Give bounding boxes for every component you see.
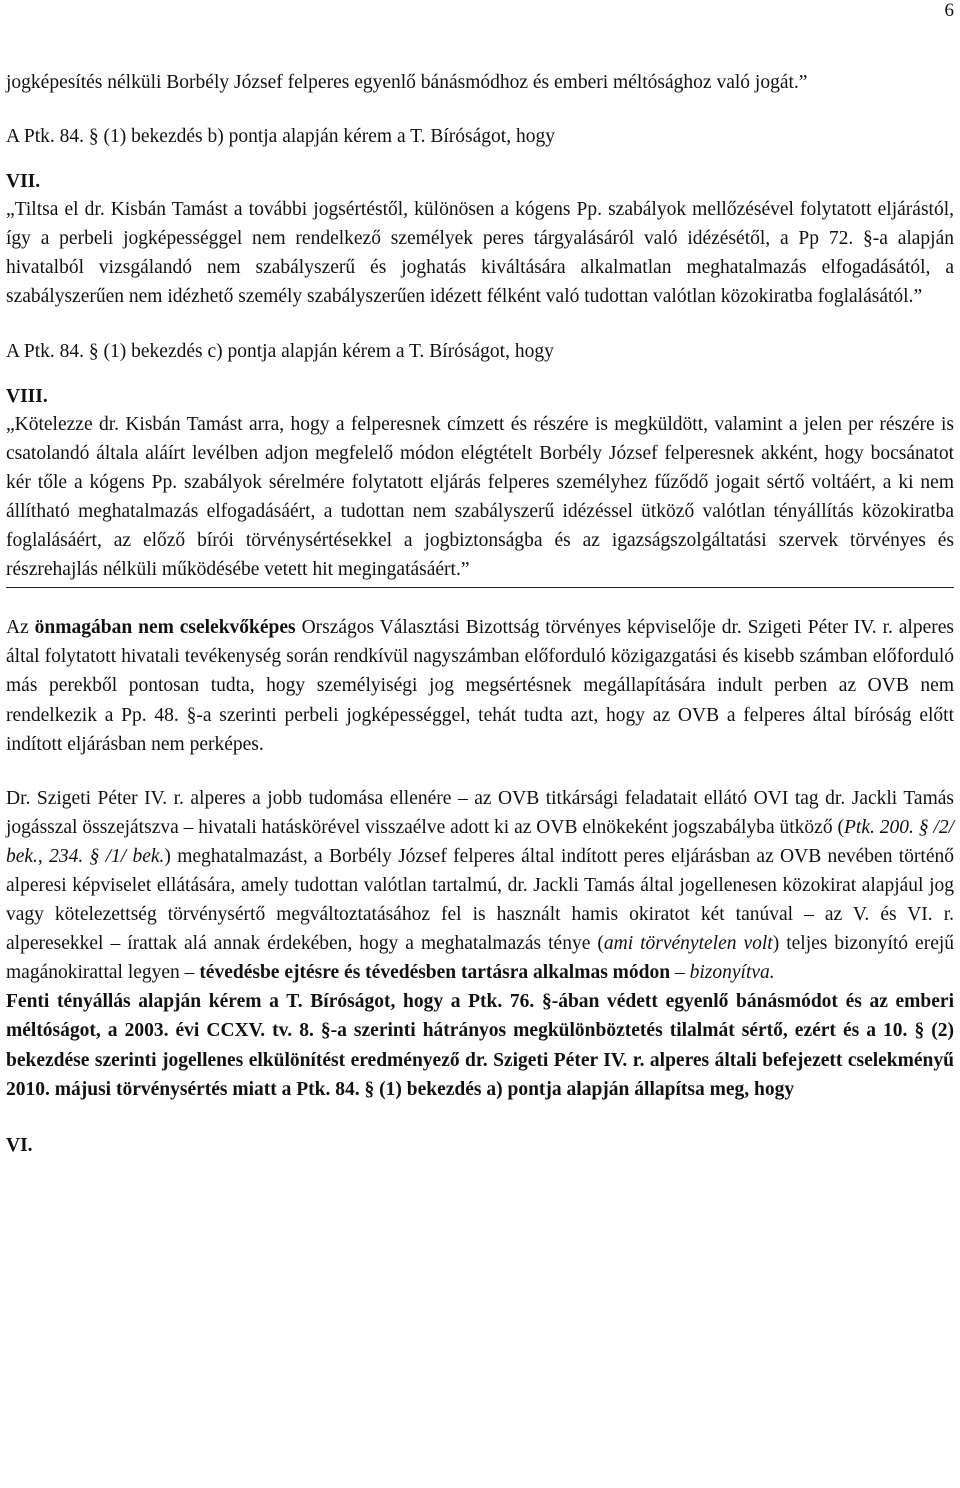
szigeti-paragraph — [6, 784, 954, 988]
ovb-pre: Az — [6, 617, 35, 639]
szigeti-t3: ) teljes bizonyító erejű magánokirattal legyen – — [6, 933, 955, 984]
szigeti-i1: Ptk. 200. § /2/ bek., 234. § /1/ bek. — [6, 816, 954, 867]
page-number: 6 — [944, 0, 954, 21]
request-vii-text: „Tiltsa el dr. Kisbán Tamást a további jogsértéstől, különösen a kógens Pp. szabályok mellőzésével folytatott eljárástól, így a perbeli jogképességgel nem rendelkező személyek peres tárgyalásáról való idézésétől, a Pp 72. §-a alapján hivatalból vizsgálandó nem szabályszerű és joghatás kiváltására alkalmatlan meghatalmazás elfogadásától, a szabályszerűen nem idézhető személy szabályszerűen idézett félként való tudottan valótlan közokiratba foglalásától.” — [6, 199, 954, 308]
szigeti-i2: ami törvénytelen volt — [603, 933, 773, 955]
ovb-bold: önmagában nem cselekvőképes — [34, 617, 296, 639]
szigeti-t1: Dr. Szigeti Péter IV. r. alperes a jobb tudomása ellenére – az OVB titkársági feladatait ellátó OVI tag dr. Jackli Tamás jogásszal összejátszva – hivatali hatáskörével visszaélve adott ki az OVB elnökeként jogszabályba ütköző ( — [6, 787, 954, 838]
szigeti-b1: tévedésbe ejtésre és tévedésben tartásra alkalmas módon — [199, 962, 671, 984]
szigeti-t4: – — [670, 962, 690, 984]
request-intro-c: A Ptk. 84. § (1) bekezdés c) pontja alapján kérem a T. Bíróságot, hogy — [6, 340, 554, 362]
request-paragraph-bold: Fenti tényállás alapján kérem a T. Bíróságot, hogy a Ptk. 76. §-ában védett egyenlő bánásmódot és az emberi méltóságot, a 2003. évi CCXV. tv. 8. §-a szerinti hátrányos megkülönböztetés tilalmát sértő, ezért és a 10. § (2) bekezdése szerinti jogellenes elkülönítést eredményező dr. Szigeti Péter IV. r. alperes általi befejezett cselekményű 2010. májusi törvénysértés miatt a Ptk. 84. § (1) bekezdés a) pontja alapján állapítsa meg, hogy — [6, 991, 954, 1100]
request-intro-b: A Ptk. 84. § (1) bekezdés b) pontja alapján kérem a T. Bíróságot, hogy — [6, 126, 555, 148]
section-heading-vii: VII. — [6, 171, 41, 193]
ovb-post: Országos Választási Bizottság törvényes képviselője dr. Szigeti Péter IV. r. alperes által folytatott hivatali tevékenység során rendkívül nagyszámban előforduló közigazgatási és kisebb számban előforduló más perekből pontosan tudta, hogy személyiségi jog megsértésnek megállapítására indult perben az OVB nem rendelkezik a Pp. 48. §-a szerinti perbeli jogképességgel, tehát tudta azt, hogy az OVB a felperes által bíróság előtt indított eljárásban nem perképes. — [6, 617, 954, 755]
section-heading-viii: VIII. — [6, 385, 48, 407]
request-viii-text: „Kötelezze dr. Kisbán Tamást arra, hogy a felperesnek címzett és részére is megküldött, valamint a jelen per részére is csatolandó általa aláírt levélben adjon megfelelő módon elégtételt Borbély József felperesnek akként, hogy bocsánatot kér tőle a kógens Pp. szabályok sérelmére folytatott eljárás felperes személyhez fűződő jogait sértő voltáért, a ki nem állítható meghatalmazás elfogadásáért, a tudottan nem szabályszerű idézéssel ütköző valótlan tényállítás közokiratba foglalásáért, az előző bírói törvénysértésekkel a jogbiztonságba és az igazságszolgáltatási szervek törvényes és részrehajlás nélküli működésébe vetett hit megingatásáért.” — [6, 413, 954, 581]
ovb-paragraph — [6, 613, 954, 758]
szigeti-t2: ) meghatalmazást, a Borbély József felperes által indított peres eljárásban az OVB nevében történő alperesi képviselet ellátására, amely tudottan valótlan tartalmú, dr. Jackli Tamás által jogellenesen közokirat alapjául jog vagy kötelezettség törvénysértő megváltoztatásához fel is használt hamis okiratot két tanúval – az V. és VI. r. alperesekkel – írattak alá annak érdekében, hogy a meghatalmazás ténye ( — [6, 845, 954, 955]
paragraph-continuation: jogképesítés nélküli Borbély József felperes egyenlő bánásmódhoz és emberi méltósághoz való jogát.” — [6, 72, 808, 93]
szigeti-i3: bizonyítva. — [689, 962, 775, 984]
section-heading-vi: VI. — [6, 1134, 33, 1156]
document-body — [6, 68, 954, 1159]
